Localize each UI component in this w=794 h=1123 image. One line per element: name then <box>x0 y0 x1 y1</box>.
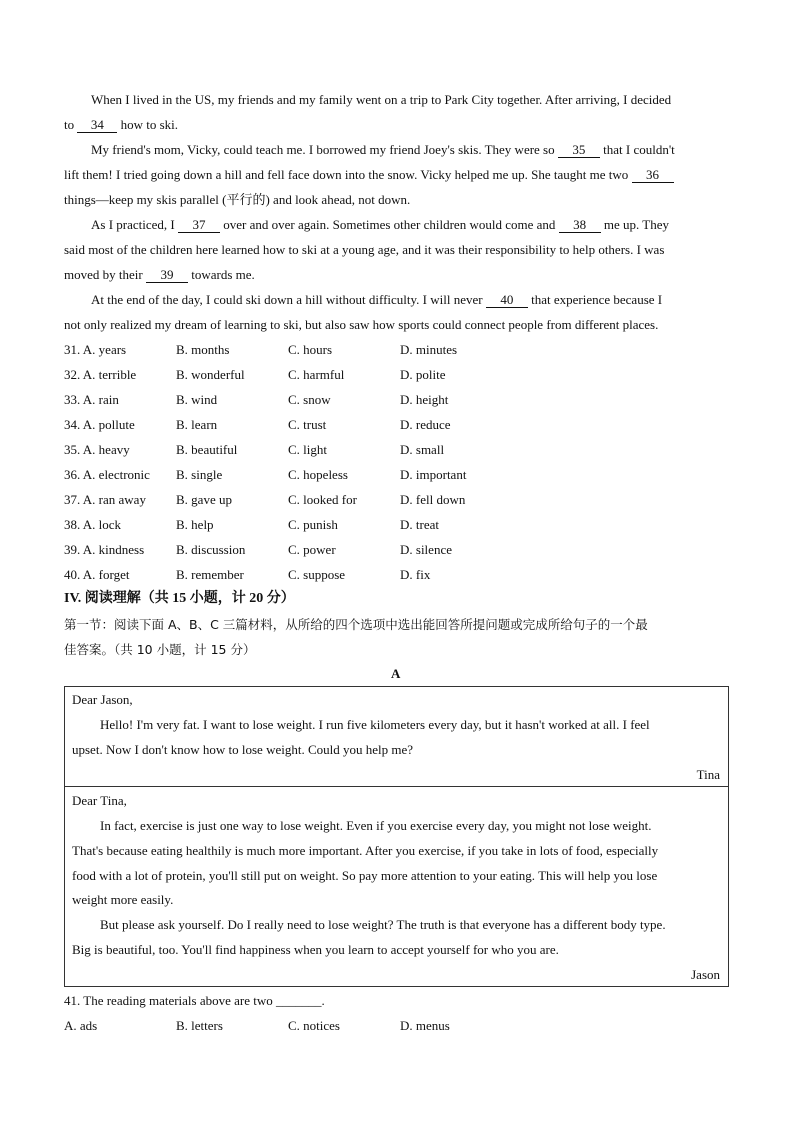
passage-text: to <box>64 117 78 132</box>
letter-line: food with a lot of protein, you'll still put on weight. So pay more attention to your eating. This will help you lose <box>72 868 658 883</box>
option-d[interactable]: D. height <box>400 392 449 407</box>
option-d[interactable]: D. fix <box>400 567 431 582</box>
option-b[interactable]: B. learn <box>176 417 218 432</box>
option-a[interactable]: 40. A. forget <box>64 567 130 582</box>
passage-line: said most of the children here learned how to ski at a young age, and it was their responsibility to help others. I was <box>64 242 665 257</box>
passage-line <box>64 266 255 284</box>
passage-line <box>64 166 674 184</box>
passage-text: At the end of the day, I could ski down a hill without difficulty. I will never <box>91 292 486 307</box>
option-a[interactable]: 33. A. rain <box>64 392 119 407</box>
blank-38[interactable]: 38 <box>559 217 601 233</box>
passage-text: My friend's mom, Vicky, could teach me. I borrowed my friend Joey's skis. They were so <box>91 142 558 157</box>
option-d[interactable]: D. menus <box>400 1018 450 1033</box>
option-b[interactable]: B. wonderful <box>176 367 245 382</box>
option-c[interactable]: C. harmful <box>288 367 345 382</box>
letter-line: upset. Now I don't know how to lose weight. Could you help me? <box>72 742 414 757</box>
option-c[interactable]: C. power <box>288 542 336 557</box>
blank-40[interactable]: 40 <box>486 292 528 308</box>
option-a[interactable]: 35. A. heavy <box>64 442 130 457</box>
option-b[interactable]: B. wind <box>176 392 218 407</box>
option-b[interactable]: B. beautiful <box>176 442 238 457</box>
option-c[interactable]: C. snow <box>288 392 331 407</box>
option-a[interactable]: 37. A. ran away <box>64 492 146 507</box>
option-a[interactable]: 31. A. years <box>64 342 127 357</box>
option-d[interactable]: D. fell down <box>400 492 466 507</box>
passage-text: me up. They <box>600 217 669 232</box>
letter-line: That's because eating healthily is much more important. After you exercise, if you take in lots of food, especially <box>72 843 659 858</box>
option-d[interactable]: D. small <box>400 442 445 457</box>
option-c[interactable]: C. notices <box>288 1018 340 1033</box>
passage-line: things—keep my skis parallel (平行的) and look ahead, not down. <box>64 192 411 207</box>
letter-box-tina <box>64 686 729 787</box>
option-c[interactable]: C. looked for <box>288 492 357 507</box>
option-b[interactable]: B. discussion <box>176 542 246 557</box>
option-a[interactable]: 36. A. electronic <box>64 467 150 482</box>
passage-line: not only realized my dream of learning to ski, but also saw how sports could connect people from different places. <box>64 317 659 332</box>
option-c[interactable]: C. trust <box>288 417 327 432</box>
passage-line <box>91 291 662 309</box>
passage-text: that I couldn't <box>599 142 675 157</box>
passage-line <box>64 116 178 134</box>
letter-greeting: Dear Jason, <box>72 692 133 707</box>
letter-line: But please ask yourself. Do I really need to lose weight? The truth is that everyone has a different body type. <box>100 917 666 932</box>
option-b[interactable]: B. single <box>176 467 223 482</box>
blank-37[interactable]: 37 <box>178 217 220 233</box>
blank-34[interactable]: 34 <box>77 117 117 133</box>
option-d[interactable]: D. reduce <box>400 417 451 432</box>
blank-36[interactable]: 36 <box>632 167 674 183</box>
option-a[interactable]: 34. A. pollute <box>64 417 135 432</box>
passage-text: that experience because I <box>527 292 663 307</box>
passage-text: As I practiced, I <box>91 217 178 232</box>
option-c[interactable]: C. suppose <box>288 567 346 582</box>
section-instructions: 第一节：阅读下面 A、B、C 三篇材料，从所给的四个选项中选出能回答所提问题或完成所给句子的一个最 <box>64 617 648 632</box>
option-a[interactable]: 32. A. terrible <box>64 367 137 382</box>
option-d[interactable]: D. silence <box>400 542 452 557</box>
letter-line: In fact, exercise is just one way to lose weight. Even if you exercise every day, you might not lose weight. <box>100 818 652 833</box>
option-a[interactable]: A. ads <box>64 1018 98 1033</box>
passage-text: how to ski. <box>117 117 179 132</box>
letter-box-jason <box>64 786 729 987</box>
passage-text: over and over again. Sometimes other children would come and <box>220 217 559 232</box>
option-b[interactable]: B. months <box>176 342 230 357</box>
passage-line: When I lived in the US, my friends and my family went on a trip to Park City together. After arriving, I decided <box>91 92 672 107</box>
option-d[interactable]: D. treat <box>400 517 439 532</box>
section-heading: IV. 阅读理解（共 15 小题，计 20 分） <box>64 591 295 606</box>
blank-35[interactable]: 35 <box>558 142 600 158</box>
passage-text: moved by their <box>64 267 146 282</box>
passage-line <box>91 216 669 234</box>
question-41-stem: 41. The reading materials above are two _______. <box>64 993 325 1008</box>
letter-signature: Jason <box>691 967 720 982</box>
option-c[interactable]: C. hours <box>288 342 333 357</box>
letter-signature: Tina <box>696 767 720 782</box>
option-c[interactable]: C. light <box>288 442 328 457</box>
option-b[interactable]: B. gave up <box>176 492 232 507</box>
section-instructions: 佳答案。（共 10 小题，计 15 分） <box>64 642 256 657</box>
option-d[interactable]: D. minutes <box>400 342 458 357</box>
option-a[interactable]: 39. A. kindness <box>64 542 145 557</box>
part-label: A <box>391 666 401 681</box>
letter-line: Big is beautiful, too. You'll find happiness when you learn to accept yourself for who you are. <box>72 942 559 957</box>
letter-line: weight more easily. <box>72 892 174 907</box>
option-b[interactable]: B. letters <box>176 1018 223 1033</box>
option-b[interactable]: B. remember <box>176 567 244 582</box>
blank-39[interactable]: 39 <box>146 267 188 283</box>
option-d[interactable]: D. important <box>400 467 467 482</box>
option-a[interactable]: 38. A. lock <box>64 517 122 532</box>
passage-line <box>91 141 675 159</box>
option-c[interactable]: C. hopeless <box>288 467 348 482</box>
option-b[interactable]: B. help <box>176 517 214 532</box>
passage-text: lift them! I tried going down a hill and fell face down into the snow. Vicky helped me up. She taught me two <box>64 167 632 182</box>
option-c[interactable]: C. punish <box>288 517 338 532</box>
passage-text: towards me. <box>187 267 255 282</box>
option-d[interactable]: D. polite <box>400 367 446 382</box>
letter-greeting: Dear Tina, <box>72 793 127 808</box>
letter-line: Hello! I'm very fat. I want to lose weight. I run five kilometers every day, but it hasn't worked at all. I feel <box>100 717 650 732</box>
